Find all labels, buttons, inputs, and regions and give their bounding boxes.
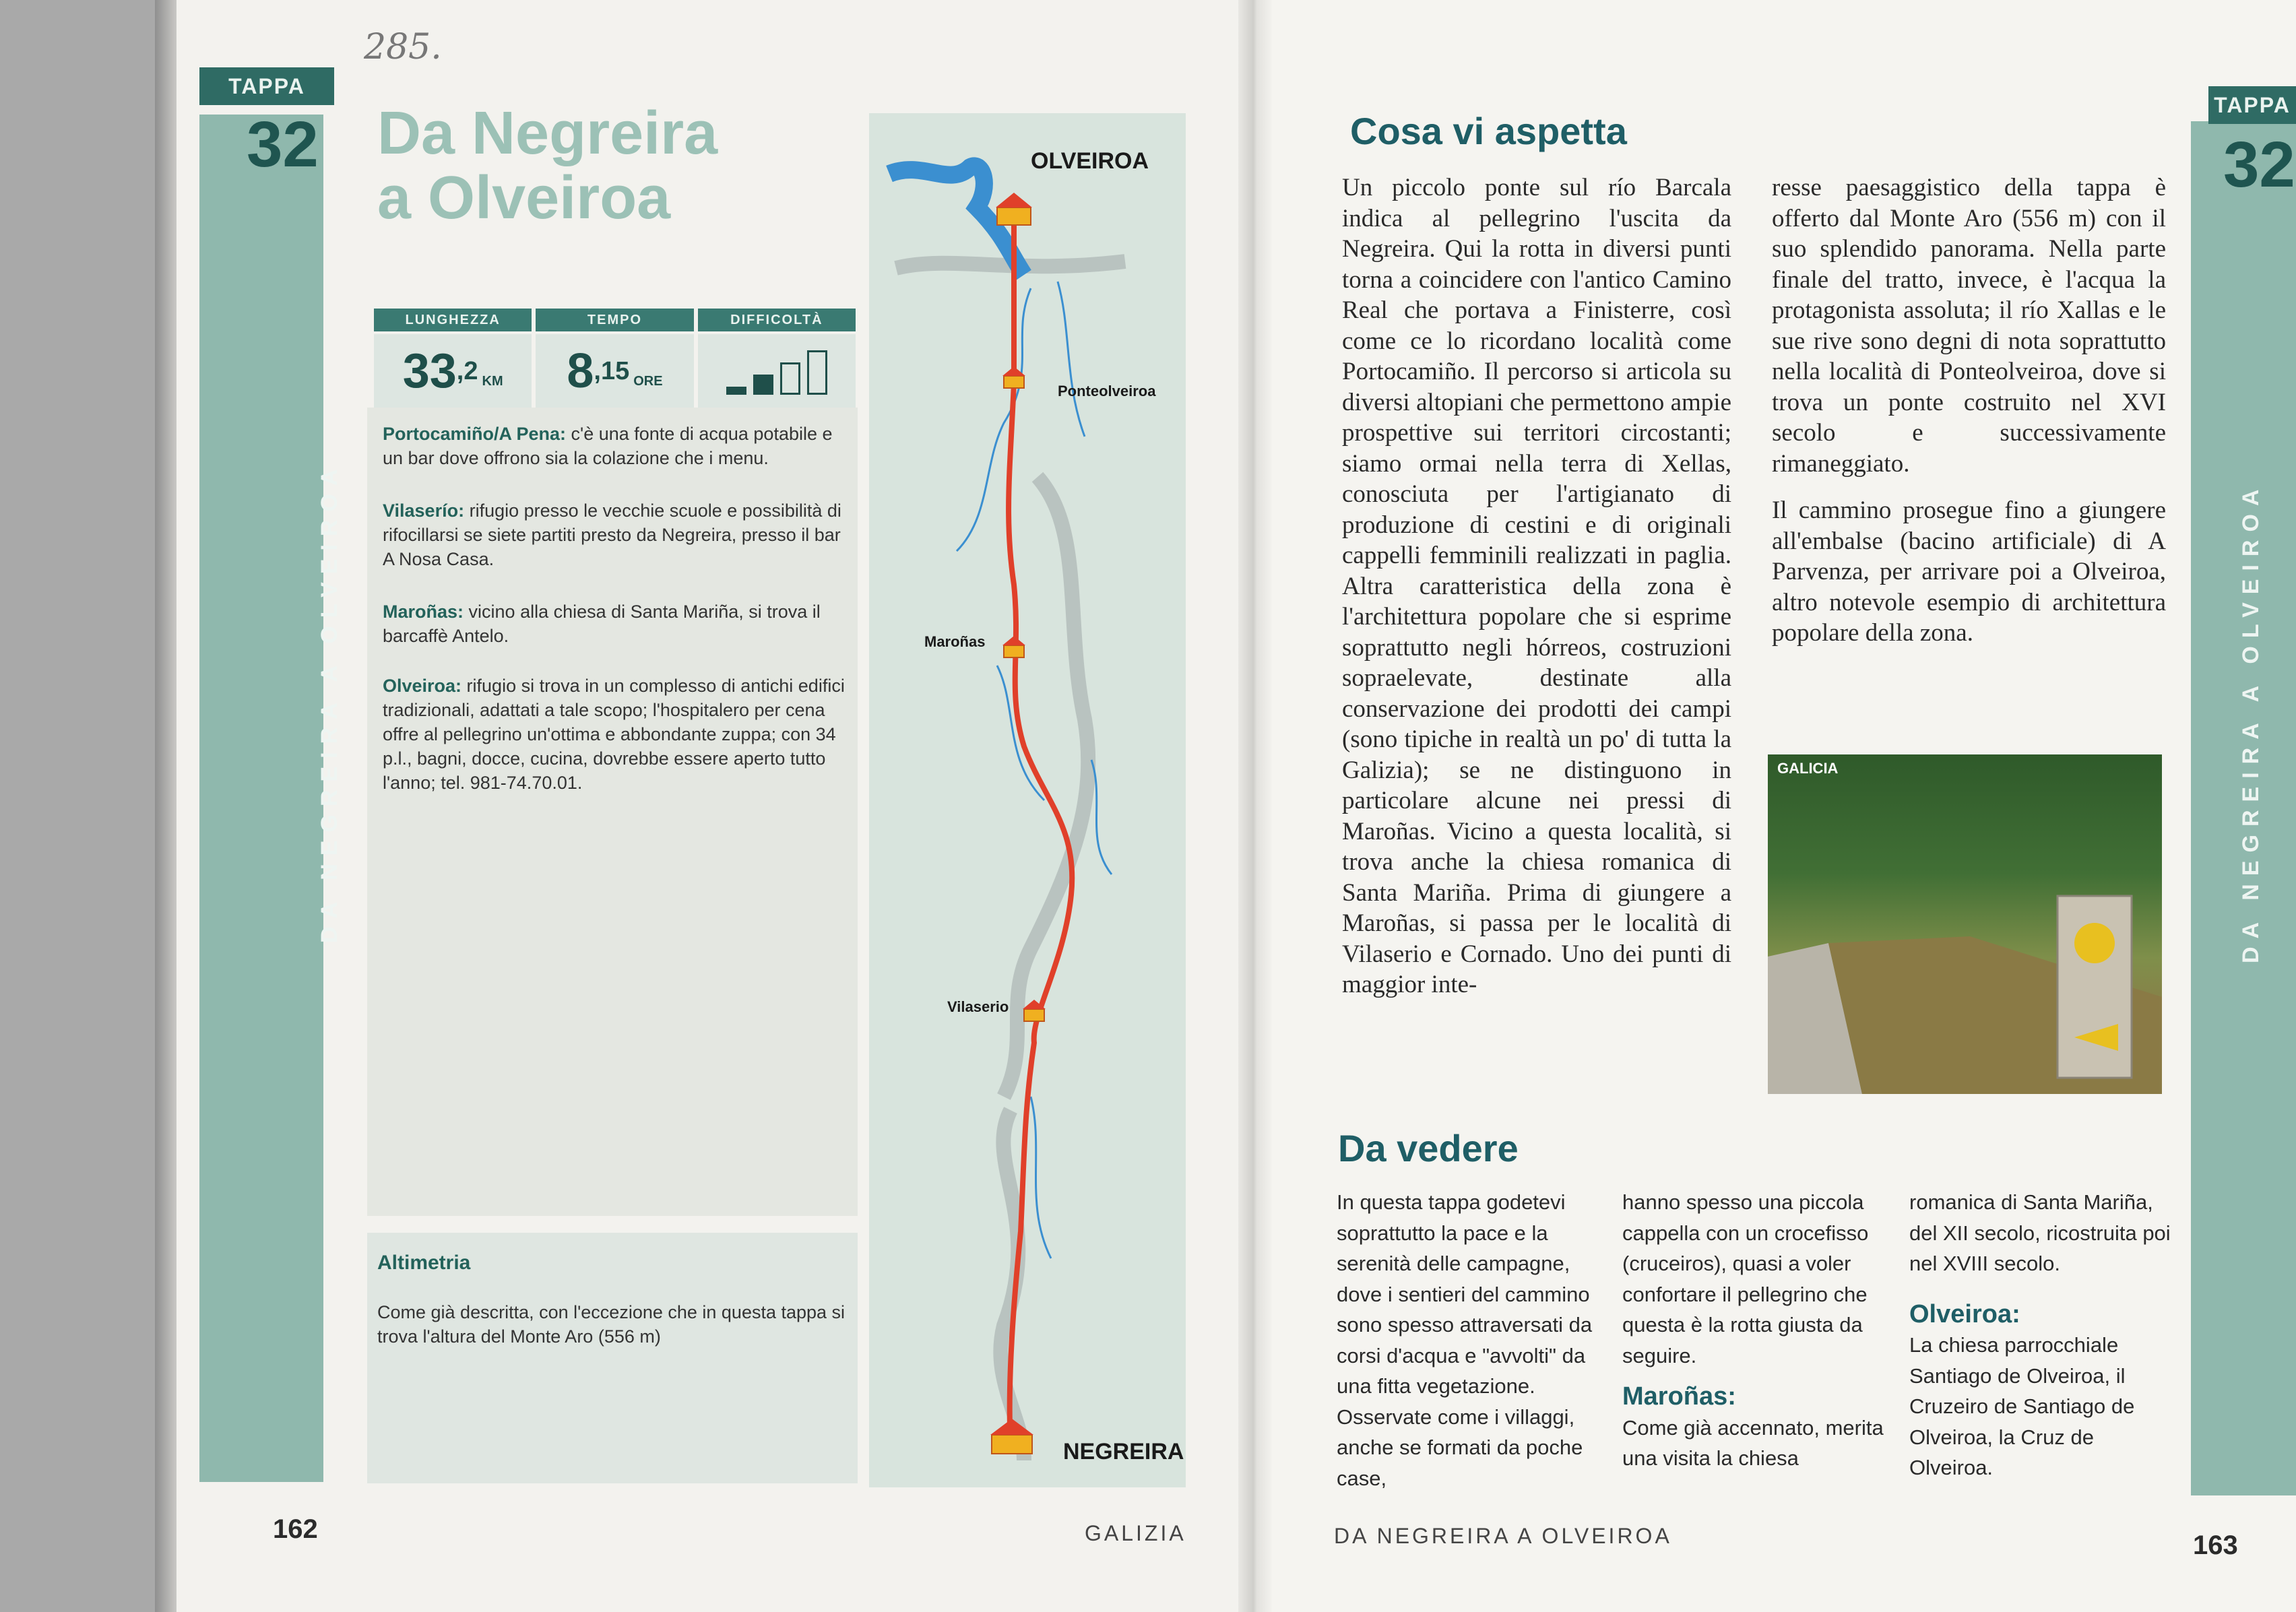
stream-1 bbox=[957, 288, 1031, 551]
map-label-olveiroa: OLVEIROA bbox=[1031, 148, 1149, 174]
difficulty-header: DIFFICOLTÀ bbox=[698, 309, 856, 331]
side-label-left: DA NEGREIRA A OLVEIROA bbox=[317, 461, 342, 943]
book-spine bbox=[1238, 0, 1272, 1612]
time-unit: ORE bbox=[633, 374, 663, 389]
photo-scene bbox=[1768, 754, 2162, 1094]
vedere-subhead-maronas: Maroñas: bbox=[1622, 1382, 1736, 1411]
vedere-text-2b: Come già accennato, merita una visita la chiesa bbox=[1622, 1415, 1884, 1470]
map-label-maronas: Maroñas bbox=[924, 633, 986, 650]
info-text: vicino alla chiesa di Santa Mariña, si trova il barcaffè Antelo. bbox=[383, 602, 821, 646]
difficulty-bars-icon bbox=[726, 348, 827, 395]
village-maronas-icon bbox=[1002, 636, 1025, 657]
info-text: rifugio presso le vecchie scuole e possibilità di rifocillarsi se siete partiti presto da Negreira, presso il bar A Nosa Casa. bbox=[383, 501, 841, 569]
vedere-text-2a: hanno spesso una piccola cappella con un crocefisso (cruceiros), quasi a voler confortare il pellegrino che questa è la rotta giusta da seguire. bbox=[1622, 1190, 1869, 1367]
length-header: LUNGHEZZA bbox=[374, 309, 532, 331]
time-value bbox=[536, 334, 693, 408]
difficulty-bar bbox=[726, 387, 746, 395]
info-entry-vilaserio bbox=[383, 498, 854, 571]
vedere-subhead-olveiroa: Olveiroa: bbox=[1909, 1299, 2020, 1328]
map-label-ponteolveiroa: Ponteolveiroa bbox=[1058, 383, 1156, 399]
info-place: Vilaserío: bbox=[383, 501, 465, 521]
map-label-vilaserio: Vilaserio bbox=[947, 998, 1009, 1015]
cosa-column-a bbox=[1342, 172, 1731, 1000]
da-vedere-title: Da vedere bbox=[1338, 1127, 1519, 1169]
time-int: 8 bbox=[567, 344, 594, 398]
page-number-left: 162 bbox=[273, 1514, 318, 1544]
route-map bbox=[869, 113, 1186, 1487]
cosa-text-b1: resse paesaggistico della tappa è offerto dal Monte Aro (556 m) con il suo splendido panorama. Nella parte finale del tratto, invece, è l'acqua la protagonista assoluta; il río Xallas e le sue rive sono degni di nota soprattutto nella località di Ponteolveiroa, dove si trova un ponte costruito nel XVI secolo e successivamente rimaneggiato. bbox=[1772, 174, 2166, 478]
difficulty-value bbox=[698, 334, 856, 408]
length-dec: ,2 bbox=[456, 356, 478, 385]
cosa-vi-aspetta-title: Cosa vi aspetta bbox=[1350, 110, 1627, 152]
tappa-number-left: 32 bbox=[247, 108, 319, 181]
tappa-number-right: 32 bbox=[2223, 129, 2295, 201]
footer-right: DA NEGREIRA A OLVEIROA bbox=[1334, 1524, 1672, 1548]
altimetria-text: Come già descritta, con l'eccezione che in questa tappa si trova l'altura del Monte Aro (556 m) bbox=[377, 1302, 846, 1347]
info-entry-maronas bbox=[383, 600, 854, 648]
info-place: Portocamiño/A Pena: bbox=[383, 424, 567, 444]
difficulty-bar bbox=[780, 362, 800, 395]
length-value bbox=[374, 334, 532, 408]
stream-4 bbox=[1091, 760, 1112, 874]
page-title bbox=[377, 101, 849, 230]
length-int: 33 bbox=[402, 344, 457, 398]
difficulty-bar bbox=[753, 375, 773, 395]
vedere-column-2 bbox=[1622, 1187, 1892, 1474]
stream-2 bbox=[1058, 282, 1085, 437]
route-map-svg bbox=[869, 113, 1186, 1487]
time-header: TEMPO bbox=[536, 309, 693, 331]
info-text: rifugio si trova in un complesso di antichi edifici tradizionali, adattati a tale scopo; l'hospitalero per cena offre al pellegrino un'ottima e abbondante zuppa; con 34 p.l., bagni, docce, cucina, dovrebbe essere aperto tutto l'anno; tel. 981-74.70.01. bbox=[383, 676, 845, 793]
vedere-text-3b: La chiesa parrocchiale Santiago de Olveiroa, il Cruzeiro de Santiago de Olveiroa, la Cruz de Olveiroa. bbox=[1909, 1333, 2135, 1479]
left-sidebar bbox=[199, 115, 323, 1482]
cosa-text-a: Un piccolo ponte sul río Barcala indica al pellegrino l'uscita da Negreira. Qui la rotta in diversi punti torna a coincidere con l'antico Camino Real che portava a Finisterre, così come ce lo ricordano località come Portocamiño. Il percorso si articola su diversi altopiani che permettono ampie prospettive sui territori circostanti; siamo ormai nella terra di Xellas, conosciuta per l'artigianato di produzione di cestini e di originali cappelli femminili realizzati in paglia. Altra caratteristica della zona è l'architettura popolare che si esprime soprattutto negli hórreos, costruzioni sopraelevate, destinate alla conservazione dei prodotti dei campi (sono tipiche in realtà un po' di tutta la Galizia); se ne distinguono in particolare alcune nei pressi di Maroñas. Vicino a questa località, si trova anche la chiesa romanica di Santa Mariña. Prima di giungere a Maroñas, si passa per le località di Vilaserio e Cornado. Uno dei punti di maggior inte- bbox=[1342, 174, 1731, 998]
title-line-2: a Olveiroa bbox=[377, 164, 671, 232]
map-label-negreira: NEGREIRA bbox=[1063, 1439, 1184, 1464]
info-entry-olveiroa bbox=[383, 674, 854, 795]
info-place: Maroñas: bbox=[383, 602, 464, 622]
landscape-photo bbox=[1768, 754, 2162, 1094]
vedere-text-3a: romanica di Santa Mariña, del XII secolo, ricostruita poi nel XVIII secolo. bbox=[1909, 1190, 2171, 1275]
cosa-text-b2: Il cammino prosegue fino a giungere all'embalse (bacino artificiale) di A Parvenza, per arrivare poi a Olveiroa, altro notevole esempio di architettura popolare della zona. bbox=[1772, 496, 2166, 647]
altimetria-title: Altimetria bbox=[377, 1252, 471, 1274]
village-olveiroa-icon bbox=[996, 193, 1032, 225]
stream-5 bbox=[1031, 1097, 1051, 1258]
title-line-1: Da Negreira bbox=[377, 100, 718, 167]
tappa-label-left: TAPPA bbox=[199, 67, 334, 105]
vedere-column-3 bbox=[1909, 1187, 2179, 1483]
info-entry-portocamino bbox=[383, 422, 854, 470]
info-place: Olveiroa: bbox=[383, 676, 462, 696]
cosa-column-b bbox=[1772, 172, 2166, 649]
pencil-note: 285. bbox=[364, 27, 442, 67]
vedere-column-1 bbox=[1337, 1187, 1599, 1493]
difficulty-bar bbox=[807, 350, 827, 395]
tappa-label-right: TAPPA bbox=[2208, 86, 2296, 124]
vedere-text-1: In questa tappa godetevi soprattutto la pace e la serenità delle campagne, dove i sentieri del cammino sono spesso attraversati da corsi d'acqua e "avvolti" da una fitta vegetazione. Osservate come i villaggi, anche se formati da poche case, bbox=[1337, 1190, 1593, 1490]
footer-left: GALIZIA bbox=[1085, 1521, 1186, 1545]
stats-table bbox=[374, 309, 856, 408]
length-unit: KM bbox=[482, 374, 503, 389]
village-negreira-icon bbox=[990, 1419, 1033, 1454]
side-label-right: DA NEGREIRA A OLVEIROA bbox=[2238, 481, 2264, 963]
page-number-right: 163 bbox=[2193, 1530, 2238, 1560]
photo-label: GALICIA bbox=[1777, 760, 1839, 777]
info-text: c'è una fonte di acqua potabile e un bar dove offrono sia la colazione che i menu. bbox=[383, 424, 833, 468]
time-dec: ,15 bbox=[594, 356, 630, 385]
